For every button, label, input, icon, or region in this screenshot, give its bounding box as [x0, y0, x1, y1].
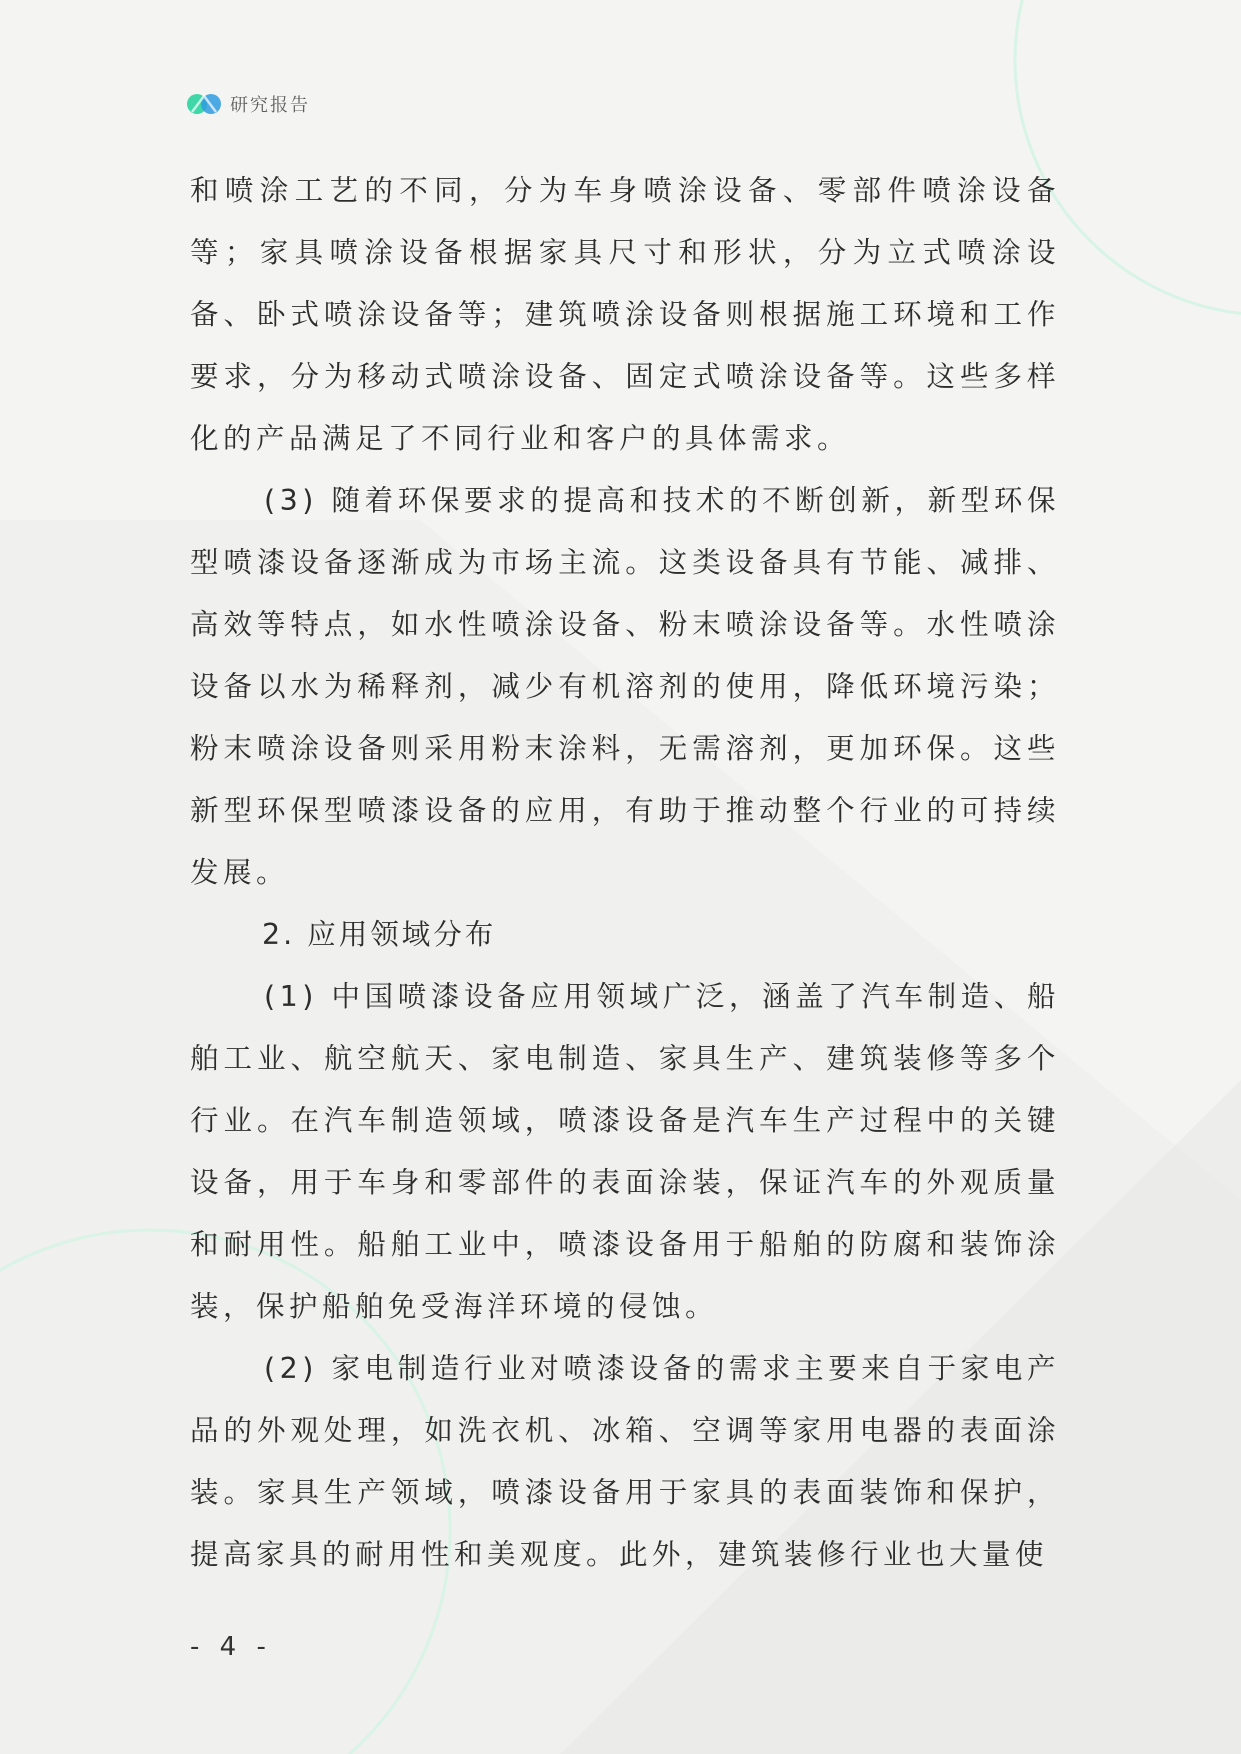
document-body — [190, 160, 1060, 1586]
page-header — [186, 88, 310, 120]
brand-logo-icon — [186, 88, 222, 120]
page-number: - 4 - — [190, 1632, 272, 1662]
paragraph-appliance-furniture: (2) 家电制造行业对喷漆设备的需求主要来自于家电产品的外观处理，如洗衣机、冰箱、空调等家用电器的表面涂装。家具生产领域，喷漆设备用于家具的表面装饰和保护，提高家具的耐用性和美观度。此外，建筑装修行业也大量使 — [190, 1352, 1060, 1571]
paragraph-continuation: 和喷涂工艺的不同，分为车身喷涂设备、零部件喷涂设备等；家具喷涂设备根据家具尺寸和形状，分为立式喷涂设备、卧式喷涂设备等；建筑喷涂设备则根据施工环境和工作要求，分为移动式喷涂设备、固定式喷涂设备等。这些多样化的产品满足了不同行业和客户的具体需求。 — [190, 174, 1060, 455]
section-heading: 2. 应用领域分布 — [262, 918, 497, 951]
report-label: 研究报告 — [230, 95, 310, 116]
paragraph-application-fields: (1) 中国喷漆设备应用领域广泛，涵盖了汽车制造、船舶工业、航空航天、家电制造、家具生产、建筑装修等多个行业。在汽车制造领域，喷漆设备是汽车生产过程中的关键设备，用于车身和零部件的表面涂装，保证汽车的外观质量和耐用性。船舶工业中，喷漆设备用于船舶的防腐和装饰涂装，保护船舶免受海洋环境的侵蚀。 — [190, 980, 1060, 1323]
paragraph-eco-equipment: (3) 随着环保要求的提高和技术的不断创新，新型环保型喷漆设备逐渐成为市场主流。这类设备具有节能、减排、高效等特点，如水性喷涂设备、粉末喷涂设备等。水性喷涂设备以水为稀释剂，减少有机溶剂的使用，降低环境污染；粉末喷涂设备则采用粉末涂料，无需溶剂，更加环保。这些新型环保型喷漆设备的应用，有助于推动整个行业的可持续发展。 — [190, 484, 1060, 889]
